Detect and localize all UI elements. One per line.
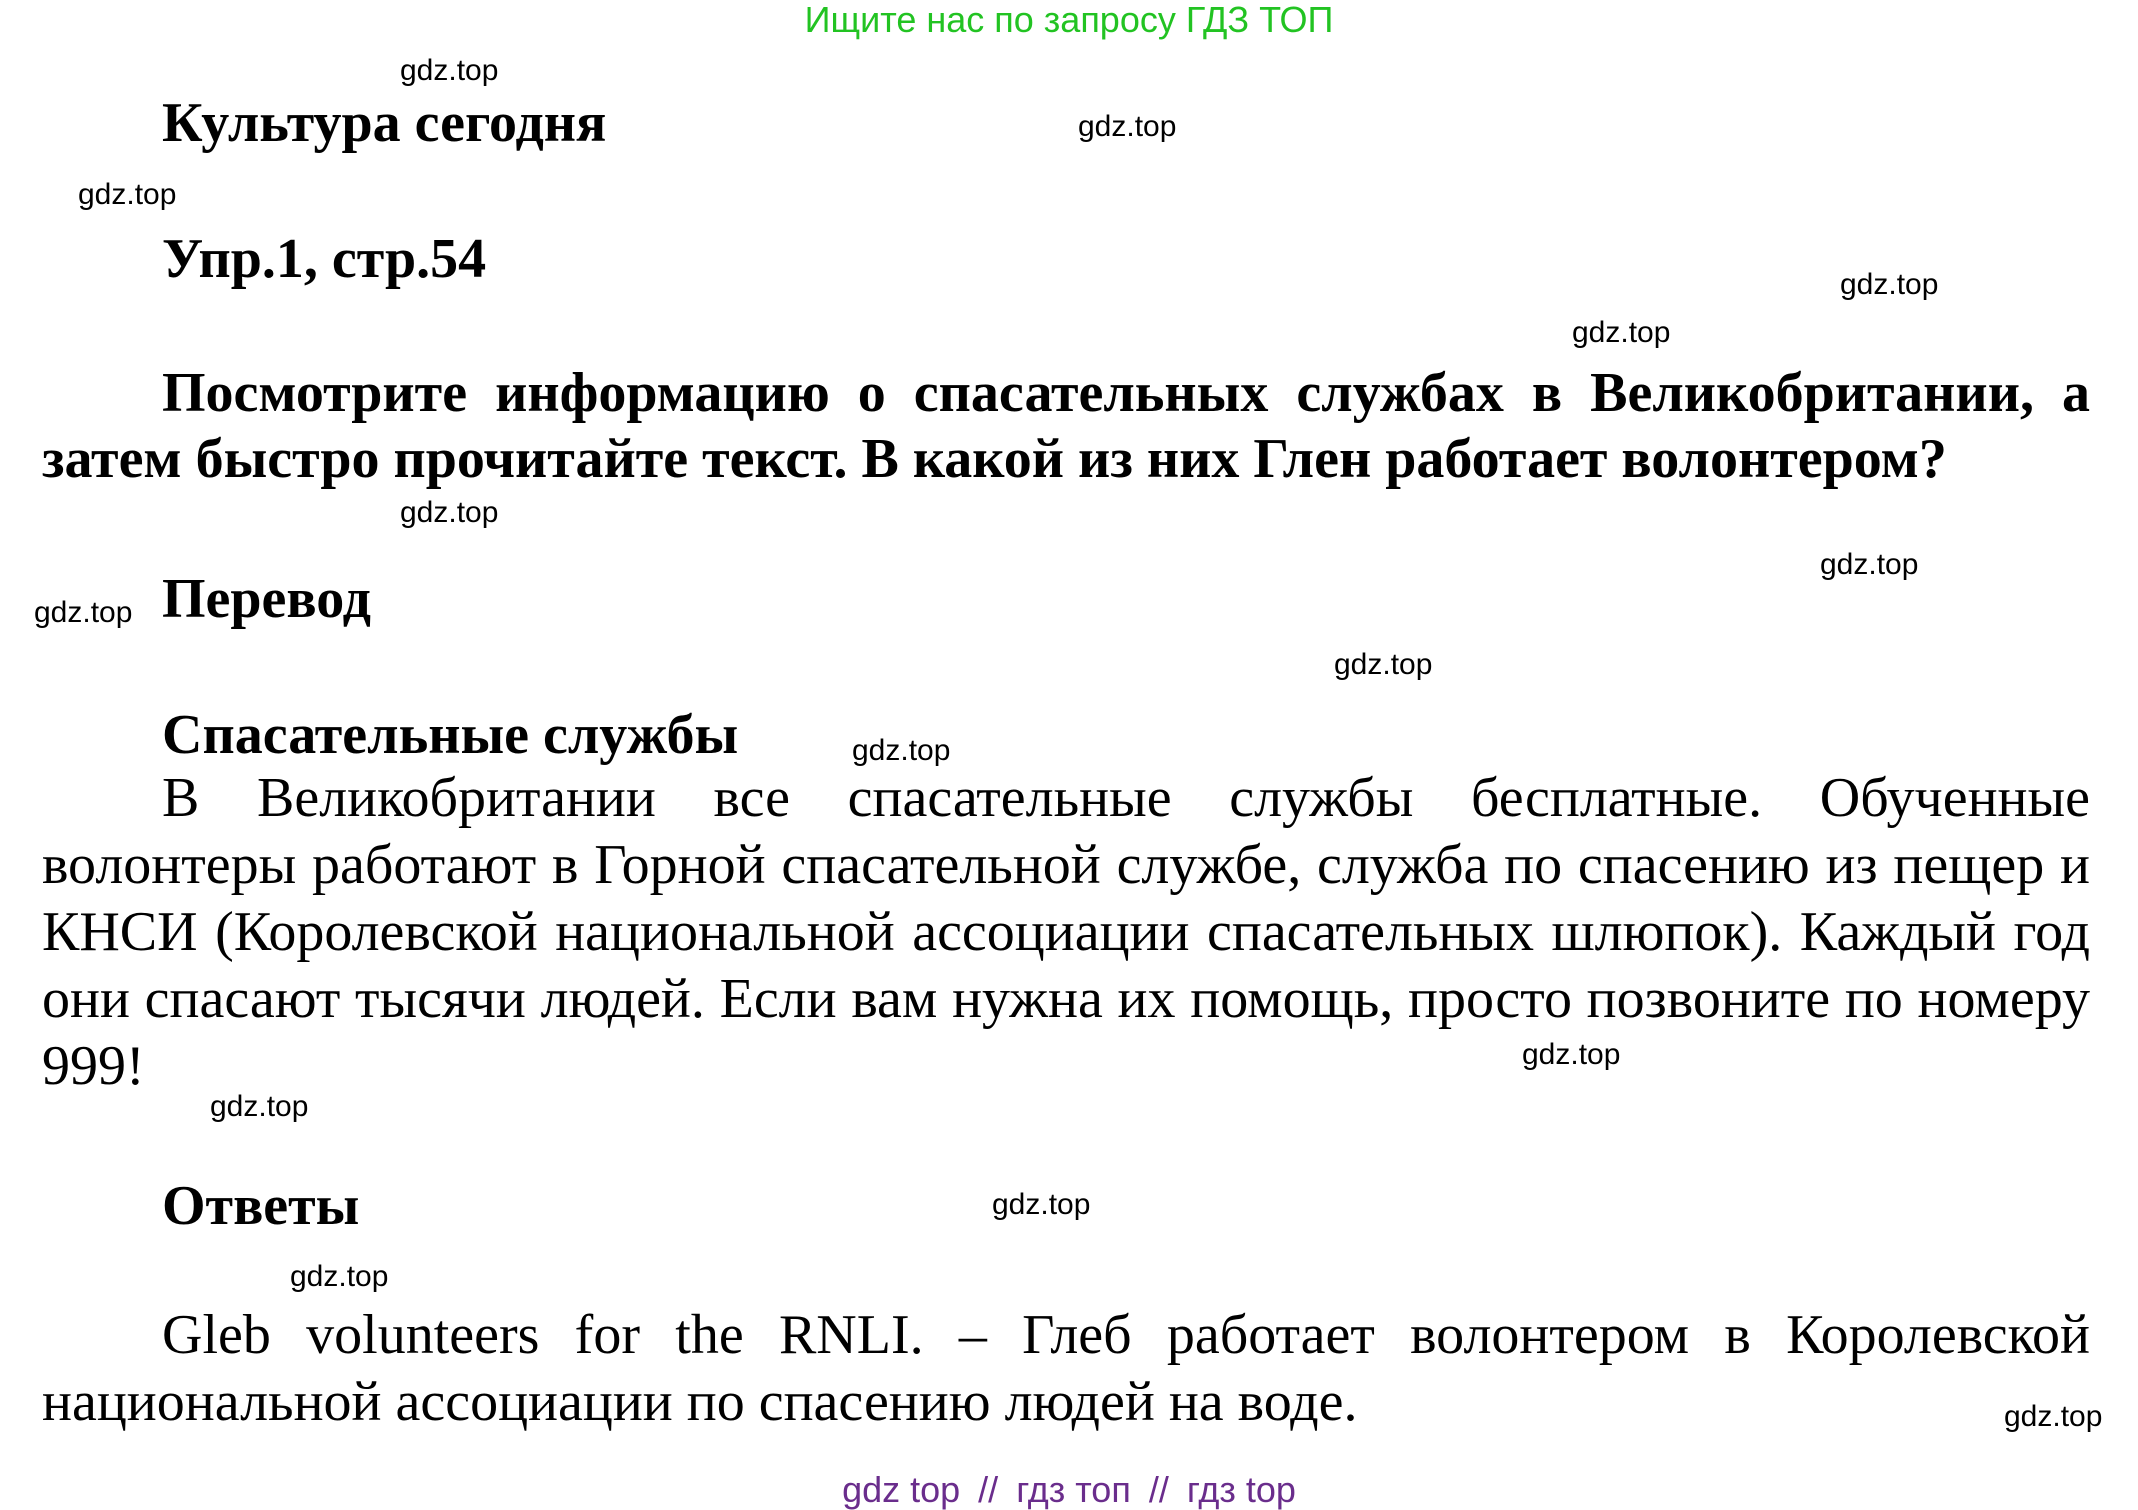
section-title: Культура сегодня <box>162 92 607 154</box>
watermark: gdz.top <box>1840 268 1939 301</box>
exercise-reference: Упр.1, стр.54 <box>162 228 487 290</box>
rescue-services-heading: Спасательные службы <box>162 704 739 766</box>
watermark: gdz.top <box>1572 316 1671 349</box>
watermark: gdz.top <box>290 1260 389 1293</box>
watermark: gdz.top <box>852 734 951 767</box>
footer-separator: // <box>978 1469 999 1510</box>
task-text: Посмотрите информацию о спасательных службах в Великобритании, а затем быстро прочитайте текст. В какой из них Глен работает волонтером? <box>42 362 2090 490</box>
translation-heading: Перевод <box>162 568 371 630</box>
footer-separator: // <box>1148 1469 1169 1510</box>
watermark: gdz.top <box>992 1188 1091 1221</box>
answers-heading: Ответы <box>162 1175 360 1237</box>
watermark: gdz.top <box>1078 110 1177 143</box>
rescue-services-text: В Великобритании все спасательные службы бесплатные. Обученные волонтеры работают в Горной спасательной службе, служба по спасению из пещер и КНСИ (Королевской национальной ассоциации спасательных шлюпок). Каждый год они спасают тысячи людей. Если вам нужна их помощь, просто позвоните по номеру 999! <box>42 767 2090 1097</box>
watermark: gdz.top <box>210 1090 309 1123</box>
watermark: gdz.top <box>400 496 499 529</box>
watermark: gdz.top <box>1820 548 1919 581</box>
footer-link-gdz-top[interactable]: gdz top <box>842 1469 961 1510</box>
footer-link-gdz-top-mixed[interactable]: гдз top <box>1186 1469 1296 1510</box>
footer-links <box>0 1470 2138 1510</box>
watermark: gdz.top <box>400 54 499 87</box>
footer-link-gdz-top-ru[interactable]: гдз топ <box>1016 1469 1131 1510</box>
answer-text: Gleb volunteers for the RNLI. – Глеб работает волонтером в Королевской национальной ассоциации по спасению людей на воде. <box>42 1304 2090 1433</box>
watermark: gdz.top <box>1522 1038 1621 1071</box>
watermark: gdz.top <box>34 596 133 629</box>
watermark: gdz.top <box>2004 1400 2103 1433</box>
watermark: gdz.top <box>1334 648 1433 681</box>
search-banner[interactable]: Ищите нас по запросу ГДЗ ТОП <box>804 0 1334 40</box>
watermark: gdz.top <box>78 178 177 211</box>
